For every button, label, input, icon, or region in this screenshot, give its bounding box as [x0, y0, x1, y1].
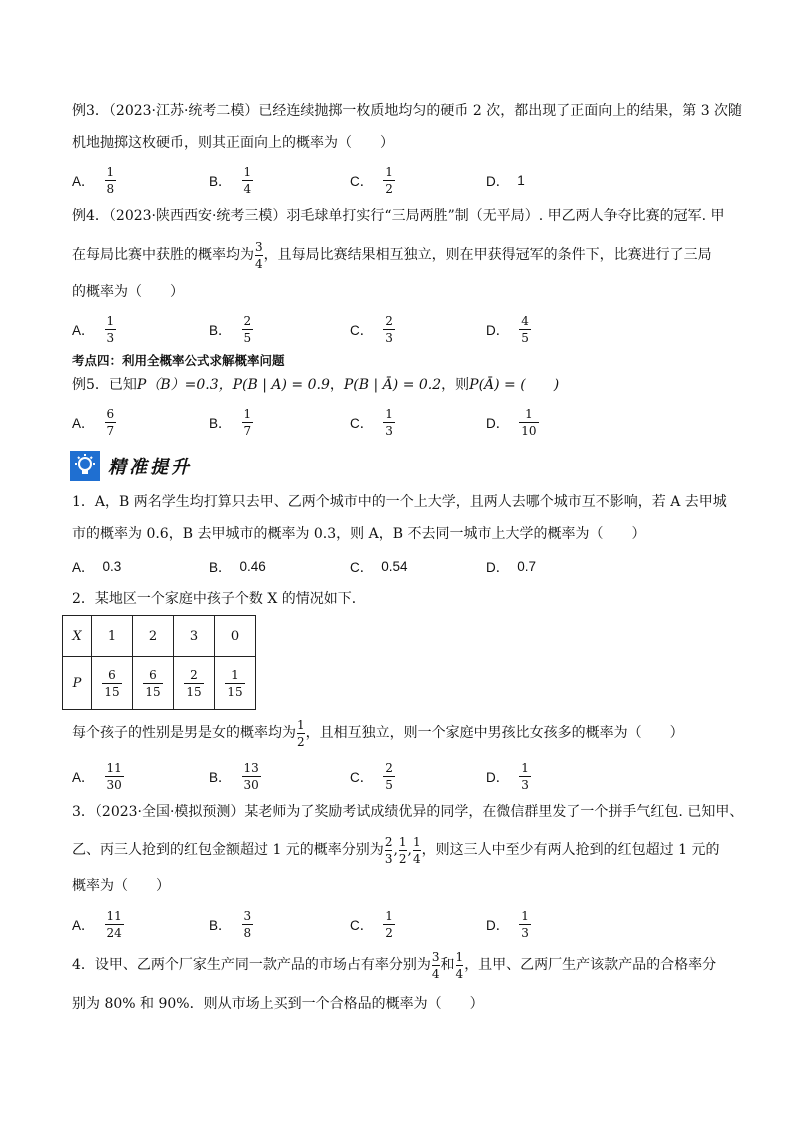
ex5-line: 例5．已知P（B）=0.3，P(B | A) = 0.9，P(B | Ā) = 0.2，则P(Ā) = ( ) — [72, 377, 560, 393]
q1-option-c[interactable]: C． 0.54 — [350, 558, 408, 575]
ex5-option-c[interactable]: C． $\frac{1}{3}$ — [350, 406, 393, 438]
ex3-line2: 机地抛掷这枚硬币，则其正面向上的概率为（ ） — [72, 135, 394, 151]
distribution-table — [62, 615, 256, 710]
ex3-option-b[interactable]: B． $\frac{1}{4}$ — [209, 164, 252, 196]
ex4-line2: 在每局比赛中获胜的概率均为 $\frac{3}{4}$ ，且每局比赛结果相互独立，则在甲获得冠军的条件下，比赛进行了三局 — [72, 239, 712, 271]
ex4-line3: 的概率为（ ） — [72, 284, 184, 300]
q2-line2: 每个孩子的性别是男是女的概率均为 $\frac{1}{2}$ ，且相互独立，则一个家庭中男孩比女孩多的概率为（ ） — [72, 717, 684, 749]
ex3-option-d[interactable]: D． 1 — [486, 172, 525, 189]
table-cell: X — [63, 616, 92, 657]
table-cell: $\frac{6}{15}$ — [133, 657, 174, 710]
section-heading: 考点四：利用全概率公式求解概率问题 — [72, 353, 285, 368]
q4-line1: 4．设甲、乙两个厂家生产同一款产品的市场占有率分别为 $\frac{3}{4}$ 和 $\frac{1}{4}$ ，且甲、乙两厂生产该款产品的合格率分 — [72, 949, 717, 981]
banner-title: 精准提升 — [108, 457, 192, 478]
q3-option-b[interactable]: B． $\frac{3}{8}$ — [209, 908, 252, 940]
q3-option-a[interactable]: A． $\frac{11}{24}$ — [72, 908, 122, 940]
q1-line2: 市的概率为 0.6，B 去甲城市的概率为 0.3，则 A，B 不去同一城市上大学的概率为（ ） — [72, 526, 646, 542]
q3-options — [72, 906, 732, 942]
q1-line1: 1．A，B 两名学生均打算只去甲、乙两个城市中的一个上大学，且两人去哪个城市互不影响，若 A 去甲城 — [72, 494, 727, 510]
table-cell: 0 — [215, 616, 256, 657]
q3-line1: 3．（2023·全国·模拟预测）某老师为了奖励考试成绩优异的同学，在微信群里发了一个拼手气红包. 已知甲、 — [72, 804, 744, 820]
ex5-option-b[interactable]: B． $\frac{1}{7}$ — [209, 406, 252, 438]
q4-line2: 别为 80% 和 90%．则从市场上买到一个合格品的概率为（ ） — [72, 996, 484, 1012]
q2-options — [72, 758, 732, 794]
table-cell: 3 — [174, 616, 215, 657]
q3-line2: 乙、丙三人抢到的红包金额超过 1 元的概率分别为 $\frac{2}{3}$ , $\frac{1}{2}$ , $\frac{1}{4}$ ，则这三人中至少有两人抢到的红包超过 1 元的 — [72, 834, 720, 866]
ex3-line1: 例3．（2023·江苏·统考二模）已经连续抛掷一枚质地均匀的硬币 2 次，都出现了正面向上的结果，第 3 次随 — [72, 103, 743, 119]
section-banner — [70, 451, 192, 481]
q1-option-a[interactable]: A． 0.3 — [72, 558, 122, 575]
table-cell: 1 — [92, 616, 133, 657]
ex5-option-a[interactable]: A． $\frac{6}{7}$ — [72, 406, 115, 438]
ex4-option-b[interactable]: B． $\frac{2}{5}$ — [209, 313, 252, 345]
ex5-options — [72, 404, 732, 440]
q2-option-a[interactable]: A． $\frac{11}{30}$ — [72, 760, 122, 792]
q1-option-d[interactable]: D． 0.7 — [486, 558, 537, 575]
ex4-option-a[interactable]: A． $\frac{1}{3}$ — [72, 313, 115, 345]
table-cell: P — [63, 657, 92, 710]
q1-options — [72, 548, 732, 584]
ex4-line1: 例4．（2023·陕西西安·统考三模）羽毛球单打实行“三局两胜”制（无平局）. 甲乙两人争夺比赛的冠军. 甲 — [72, 208, 725, 224]
q2-option-b[interactable]: B． $\frac{13}{30}$ — [209, 760, 259, 792]
table-cell: $\frac{1}{15}$ — [215, 657, 256, 710]
q2-option-c[interactable]: C． $\frac{2}{5}$ — [350, 760, 393, 792]
table-cell: 2 — [133, 616, 174, 657]
lightbulb-icon — [70, 451, 100, 481]
table-cell: $\frac{2}{15}$ — [174, 657, 215, 710]
ex3-option-a[interactable]: A． $\frac{1}{8}$ — [72, 164, 115, 196]
ex4-option-d[interactable]: D． $\frac{4}{5}$ — [486, 313, 529, 345]
ex3-options — [72, 162, 732, 198]
q3-line3: 概率为（ ） — [72, 878, 170, 894]
ex3-option-c[interactable]: C． $\frac{1}{2}$ — [350, 164, 393, 196]
table-cell: $\frac{6}{15}$ — [92, 657, 133, 710]
q2-line1: 2．某地区一个家庭中孩子个数 X 的情况如下． — [72, 591, 366, 607]
ex4-options — [72, 311, 732, 347]
q3-option-c[interactable]: C． $\frac{1}{2}$ — [350, 908, 393, 940]
q2-option-d[interactable]: D． $\frac{1}{3}$ — [486, 760, 529, 792]
ex5-option-d[interactable]: D． $\frac{1}{10}$ — [486, 406, 537, 438]
ex4-option-c[interactable]: C． $\frac{2}{3}$ — [350, 313, 393, 345]
q3-option-d[interactable]: D． $\frac{1}{3}$ — [486, 908, 529, 940]
q1-option-b[interactable]: B． 0.46 — [209, 558, 266, 575]
